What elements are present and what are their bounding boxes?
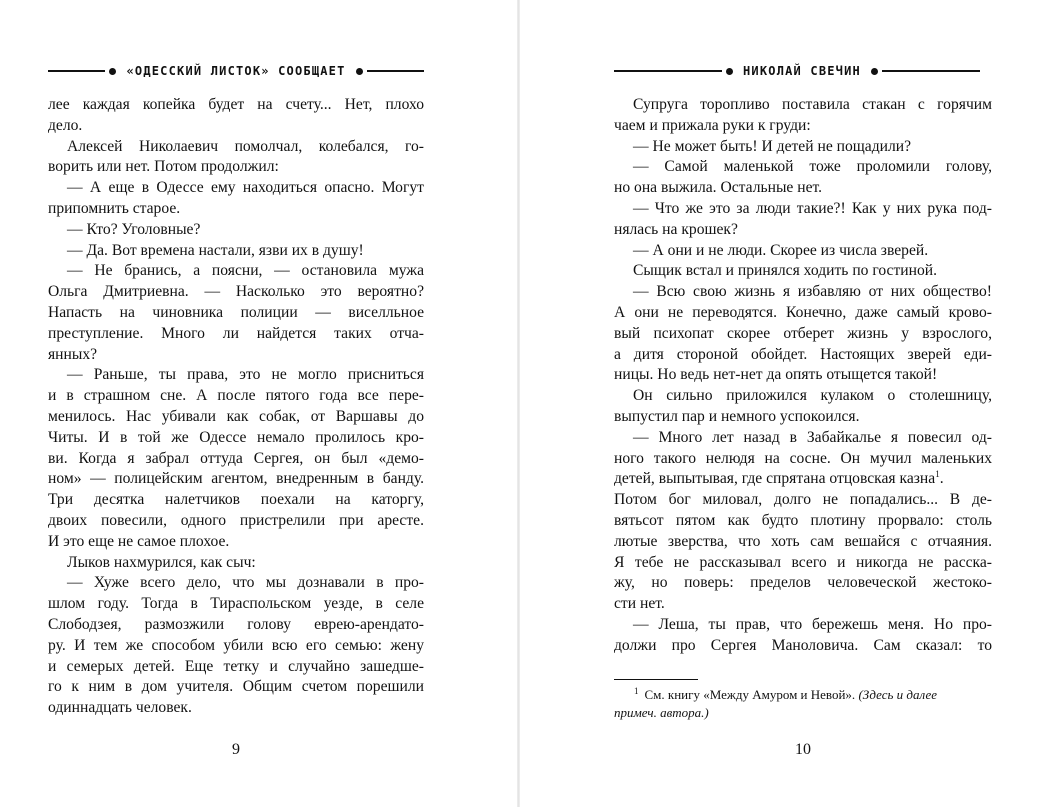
text-line: — Кто? Уголовные? <box>67 220 201 238</box>
text-line: — Не бранись, а поясни, — остановила мужа <box>67 262 424 280</box>
header-rule <box>882 70 980 72</box>
text-line: — Что же это за люди такие?! Как у них рука под- <box>633 199 992 217</box>
text-line: вый психопат скорее отберет жизнь у взрослого, <box>614 324 992 342</box>
text-line: — Много лет назад в Забайкалье я повесил од- <box>633 428 992 446</box>
right-page <box>519 0 1037 807</box>
text-line: янных? <box>48 345 98 363</box>
text-line: — Самой маленькой тоже проломили голову, <box>633 158 992 176</box>
text-line: — А они и не люди. Скорее из числа зверей. <box>633 241 929 259</box>
right-page-number: 10 <box>795 741 811 758</box>
header-rule <box>614 70 722 72</box>
text-line: Лыков нахмурился, как сыч: <box>67 553 256 571</box>
text-line: а дитя стороной обойдет. Настоящих зверей еди- <box>614 345 992 363</box>
footnote-rule <box>614 679 698 680</box>
text-line: жу, но поверь: пределов человеческой жестоко- <box>614 574 992 592</box>
text-line: Слободзея, размозжили голову еврею-арендато- <box>48 615 424 633</box>
text-line: припомнить старое. <box>48 199 181 217</box>
footnote-italic-end: примеч. автора.) <box>614 705 709 720</box>
header-rule <box>48 70 105 72</box>
header-dot <box>726 68 733 75</box>
left-page-number: 9 <box>232 741 240 758</box>
text-line: Я тебе не рассказывал всего и никогда не расска- <box>614 553 992 571</box>
text-line: ви. Когда я забрал оттуда Сергея, он был «демо- <box>48 449 424 467</box>
text-line: — А еще в Одессе ему находиться опасно. Могут <box>67 179 424 197</box>
right-running-head <box>614 63 992 79</box>
footnote-line-2 <box>614 704 992 722</box>
text-line: Супруга торопливо поставила стакан с горячим <box>633 96 992 113</box>
left-running-head <box>48 63 424 79</box>
text-line: Алексей Николаевич помолчал, колебался, го- <box>67 137 424 155</box>
text-line: Напасть на чиновника полиции — виселльное <box>48 303 424 321</box>
text-line: менилось. Нас убивали как собак, от Варшавы до <box>48 407 424 425</box>
text-line: шлом году. Тогда в Тираспольском уезде, в селе <box>48 595 424 613</box>
text-line: И это еще не самое плохое. <box>48 532 230 550</box>
text-line: но она выжила. Остальные нет. <box>614 179 823 197</box>
text-line: выпустил пар и немного успокоился. <box>614 407 860 425</box>
header-rule <box>367 70 424 72</box>
text-line: Три десятка налетчиков поехали на каторгу, <box>48 491 424 509</box>
text-line: двоих повесили, одного пристрелили при аресте. <box>48 511 424 529</box>
right-body-text <box>614 95 992 657</box>
text-line: должи про Сергея Маноловича. Сам сказал: то <box>614 636 992 654</box>
text-line: ном» — полицейским агентом, внедренным в банду. <box>48 470 424 488</box>
text-line: лее каждая копейка будет на счету... Нет, плохо <box>48 96 424 113</box>
footnote-italic-start: (Здесь и далее <box>858 687 938 702</box>
text-line: — Не может быть! И детей не пощадили? <box>633 137 912 155</box>
text-line: ницы. Но ведь нет-нет да опять отыщется такой! <box>614 366 938 384</box>
footnote-text: См. книгу «Между Амуром и Невой». <box>644 687 856 702</box>
footnote <box>614 686 992 722</box>
text-line: вятьсот пятом как будто плотину прорвало: столь <box>614 511 992 529</box>
left-page <box>0 0 518 807</box>
text-line: го к ним в дом учителя. Общим счетом порешили <box>48 678 424 696</box>
text-line: — Леша, ты прав, что бережешь меня. Но про- <box>633 615 992 633</box>
footnote-ref[interactable]: 1 <box>935 469 940 480</box>
text-line: одиннадцать человек. <box>48 699 192 717</box>
text-line: Он сильно приложился кулаком о столешницу, <box>633 387 992 405</box>
text-line: ру. И тем же способом убили всю его семью: жену <box>48 636 424 654</box>
text-line: дело. <box>48 116 83 134</box>
header-dot <box>109 68 116 75</box>
text-line: А они не переводятся. Конечно, даже самый крово- <box>614 303 992 321</box>
text-line: чаем и прижала руки к груди: <box>614 116 811 134</box>
text-line: и в страшном сне. А после пятого года все пере- <box>48 387 424 405</box>
text-line: Ольга Дмитриевна. — Насколько это вероятно? <box>48 283 424 301</box>
text-line: сти нет. <box>614 595 665 613</box>
text-line: нялась на крошек? <box>614 220 738 238</box>
left-body-text <box>48 95 424 719</box>
text-line: Потом бог миловал, долго не попадались... В де- <box>614 491 992 509</box>
text-line: Сыщик встал и принялся ходить по гостиной. <box>633 262 938 280</box>
text-line: — Да. Вот времена настали, язви их в душу! <box>67 241 364 259</box>
text-line: Читы. И в той же Одессе немало пролилось кро- <box>48 428 424 446</box>
text-line: и семерых детей. Еще тетку и случайно зашедше- <box>48 657 424 675</box>
right-running-head-title: НИКОЛАЙ СВЕЧИН <box>743 64 861 78</box>
text-line: ного такого нелюдя на сосне. Он мучил маленьких <box>614 449 992 467</box>
footnote-line-1 <box>614 686 992 704</box>
text-line: — Раньше, ты права, это не могло присниться <box>67 366 424 384</box>
footnote-number: 1 <box>634 685 639 696</box>
text-line: детей, выпытывая, где спрятана отцовская казна$^1$. <box>614 469 944 488</box>
header-dot <box>356 68 363 75</box>
text-line: лютые зверства, что хоть сам вешайся с отчаяния. <box>614 532 992 550</box>
header-dot <box>871 68 878 75</box>
text-line: ворить или нет. Потом продолжил: <box>48 158 279 176</box>
text-line: — Всю свою жизнь я избавляю от них общество! <box>633 283 992 301</box>
text-line: преступление. Много ли найдется таких отча- <box>48 324 424 342</box>
text-line: — Хуже всего дело, что мы дознавали в про- <box>67 574 424 592</box>
left-running-head-title: «ОДЕССКИЙ ЛИСТОК» СООБЩАЕТ <box>126 64 346 78</box>
